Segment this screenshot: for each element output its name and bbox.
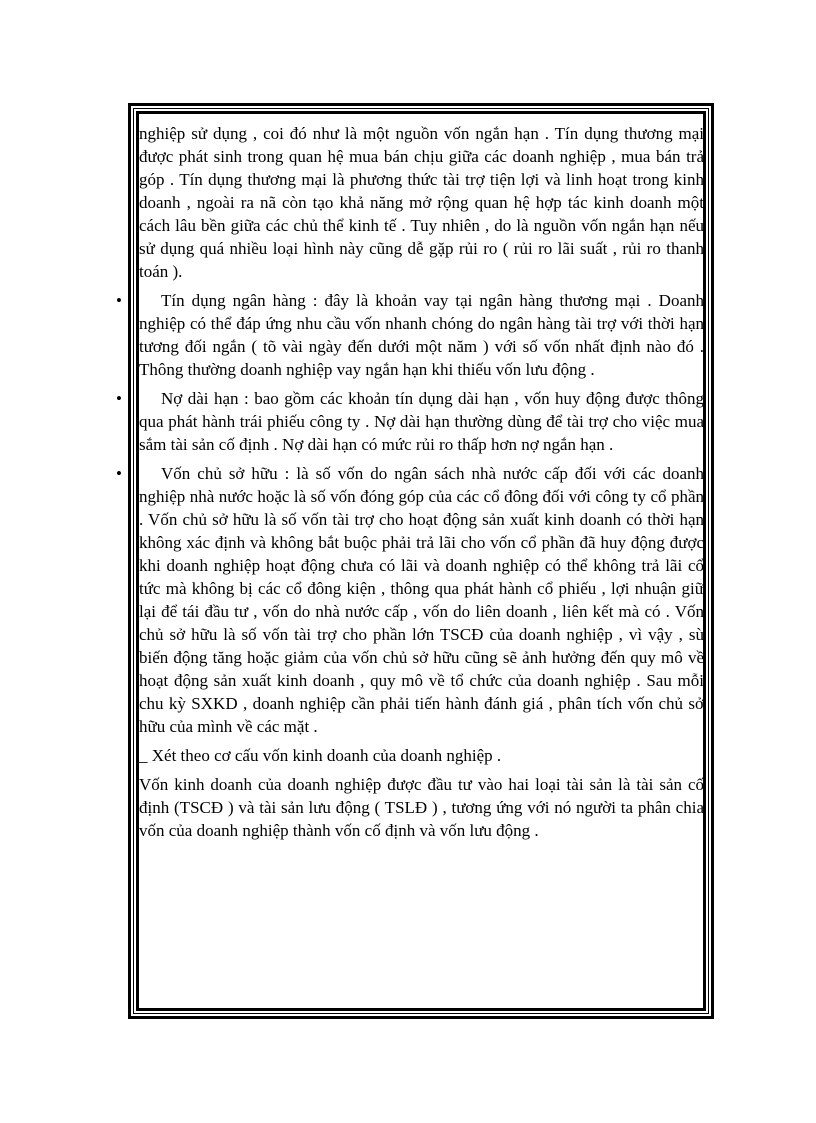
bullet-icon: •	[116, 291, 122, 310]
bullet-item-bank-credit	[116, 289, 704, 381]
document-body	[116, 122, 704, 848]
paragraph-trade-credit: nghiệp sử dụng , coi đó như là một nguồn vốn ngắn hạn . Tín dụng thương mại được phát sinh trong quan hệ mua bán chịu giữa các doanh nghiệp , mua bán trả góp . Tín dụng thương mại là phương thức tài trợ tiện lợi và linh hoạt trong kinh doanh , ngoài ra nã còn tạo khả năng mở rộng quan hệ hợp tác kinh doanh một cách lâu bền giữa các chủ thể kinh tế . Tuy nhiên , do là nguồn vốn ngắn hạn nếu sử dụng quá nhiều loại hình này cũng dễ gặp rủi ro ( rủi ro lãi suất , rủi ro thanh toán ).	[139, 124, 704, 281]
bullet-text-long-term-debt: Nợ dài hạn : bao gồm các khoản tín dụng dài hạn , vốn huy động được thông qua phát hành trái phiếu công ty . Nợ dài hạn thường dùng để tài trợ cho việc mua sắm tài sản cố định . Nợ dài hạn có mức rủi ro thấp hơn nợ ngắn hạn .	[139, 389, 704, 454]
bullet-text-equity: Vốn chủ sở hữu : là số vốn do ngân sách nhà nước cấp đối với các doanh nghiệp nhà nước hoặc là số vốn đóng góp của các cổ đông đối với công ty cổ phần . Vốn chủ sở hữu là số vốn tài trợ cho hoạt động sản xuất kinh doanh có thời hạn không xác định và không bắt buộc phải trả lãi cho vốn cổ phần đã huy động được khi doanh nghiệp hoạt động chưa có lãi và doanh nghiệp có thể không trả lãi cổ tức mà không bị các cổ đông kiện , thông qua phát hành cổ phiếu , lợi nhuận giữ lại để tái đầu tư , vốn do nhà nước cấp , vốn do liên doanh , liên kết mà có . Vốn chủ sở hữu là số vốn tài trợ cho phần lớn TSCĐ của doanh nghiệp , vì vậy , sù biến động tăng hoặc giảm của vốn chủ sở hữu cũng sẽ ảnh hưởng đến quy mô về hoạt động sản xuất kinh doanh , quy mô về tổ chức của doanh nghiệp . Sau mỗi chu kỳ SXKD , doanh nghiệp cần phải tiến hành đánh giá , phân tích vốn chủ sở hữu của mình về các mặt .	[139, 464, 704, 736]
bullet-item-long-term-debt	[116, 387, 704, 456]
bullet-icon: •	[116, 464, 122, 483]
bullet-text-bank-credit: Tín dụng ngân hàng : đây là khoản vay tại ngân hàng thương mại . Doanh nghiệp có thể đáp ứng nhu cầu vốn nhanh chóng do ngân hàng tài trợ với thời hạn tương đối ngắn ( tõ vài ngày đến dưới một năm ) với số vốn nhất định nào đó . Thông thường doanh nghiệp vay ngắn hạn khi thiếu vốn lưu động .	[139, 291, 704, 379]
bullet-icon: •	[116, 389, 122, 408]
paragraph-capital-structure-heading: _ Xét theo cơ cấu vốn kinh doanh của doanh nghiệp .	[139, 746, 502, 765]
paragraph-capital-structure: Vốn kinh doanh của doanh nghiệp được đầu tư vào hai loại tài sản là tài sản cố định (TSCĐ ) và tài sản lưu động ( TSLĐ ) , tương ứng với nó người ta phân chia vốn của doanh nghiệp thành vốn cố định và vốn lưu động .	[139, 775, 704, 840]
bullet-item-equity	[116, 462, 704, 738]
